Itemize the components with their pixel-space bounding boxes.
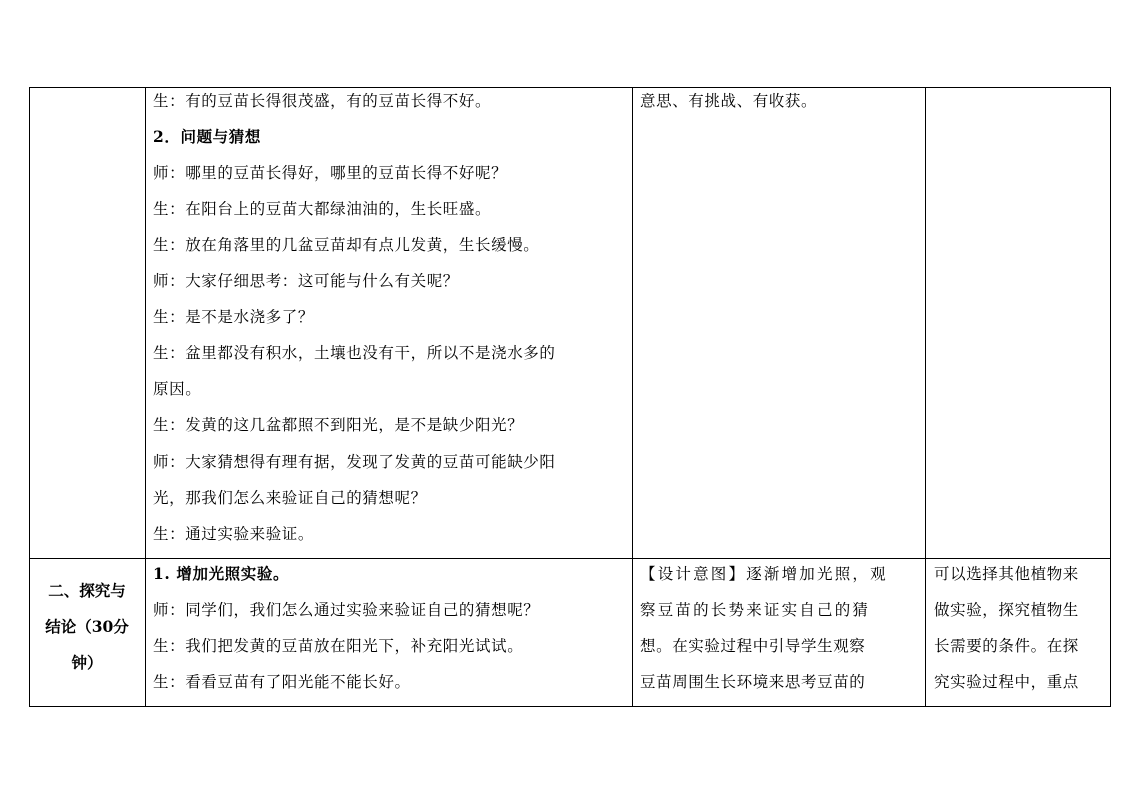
- design-intent-line: 想。在实验过程中引导学生观察: [640, 637, 866, 655]
- column-divider-3: [925, 87, 926, 707]
- column-divider-2: [632, 87, 633, 707]
- section-heading: 1. 增加光照实验。: [153, 564, 290, 583]
- design-intent-line: 意思、有挑战、有收获。: [640, 92, 818, 110]
- dialogue-line: 原因。: [153, 380, 202, 398]
- table-top-border: [29, 87, 1111, 88]
- table-right-border: [1110, 87, 1111, 707]
- dialogue-line: 师：大家仔细思考：这可能与什么有关呢？: [153, 272, 459, 290]
- column-divider-1: [145, 87, 146, 707]
- extension-line: 可以选择其他植物来: [934, 565, 1079, 583]
- dialogue-line: 师：哪里的豆苗长得好，哪里的豆苗长得不好呢？: [153, 164, 508, 182]
- dialogue-line: 生：通过实验来验证。: [153, 525, 315, 543]
- extension-line: 究实验过程中，重点: [934, 673, 1079, 691]
- section-heading: 2．问题与猜想: [153, 127, 261, 146]
- design-intent-line: 察豆苗的长势来证实自己的猜: [640, 601, 871, 619]
- dialogue-line: 生：看看豆苗有了阳光能不能长好。: [153, 673, 411, 691]
- section-title-line: 结论（30分: [45, 617, 129, 636]
- dialogue-line: 师：同学们，我们怎么通过实验来验证自己的猜想呢？: [153, 601, 540, 619]
- section-title-line: 钟）: [71, 653, 103, 672]
- dialogue-line: 生：有的豆苗长得很茂盛，有的豆苗长得不好。: [153, 92, 492, 110]
- dialogue-line: 生：发黄的这几盆都照不到阳光，是不是缺少阳光？: [153, 416, 524, 434]
- dialogue-line: 光，那我们怎么来验证自己的猜想呢？: [153, 489, 427, 507]
- extension-line: 长需要的条件。在探: [934, 637, 1079, 655]
- table-bottom-border: [29, 706, 1111, 707]
- extension-line: 做实验，探究植物生: [934, 601, 1079, 619]
- dialogue-line: 生：我们把发黄的豆苗放在阳光下，补充阳光试试。: [153, 637, 524, 655]
- design-intent-line: 豆苗周围生长环境来思考豆苗的: [640, 673, 866, 691]
- row-divider: [29, 558, 1111, 559]
- dialogue-line: 师：大家猜想得有理有据，发现了发黄的豆苗可能缺少阳: [153, 453, 556, 471]
- dialogue-line: 生：放在角落里的几盆豆苗却有点儿发黄，生长缓慢。: [153, 236, 540, 254]
- section-title-line: 二、探究与: [48, 581, 126, 600]
- design-intent-line: 【设计意图】逐渐增加光照，观: [640, 565, 888, 583]
- dialogue-line: 生：是不是水浇多了？: [153, 308, 315, 326]
- dialogue-line: 生：在阳台上的豆苗大都绿油油的，生长旺盛。: [153, 200, 492, 218]
- dialogue-line: 生：盆里都没有积水，土壤也没有干，所以不是浇水多的: [153, 344, 556, 362]
